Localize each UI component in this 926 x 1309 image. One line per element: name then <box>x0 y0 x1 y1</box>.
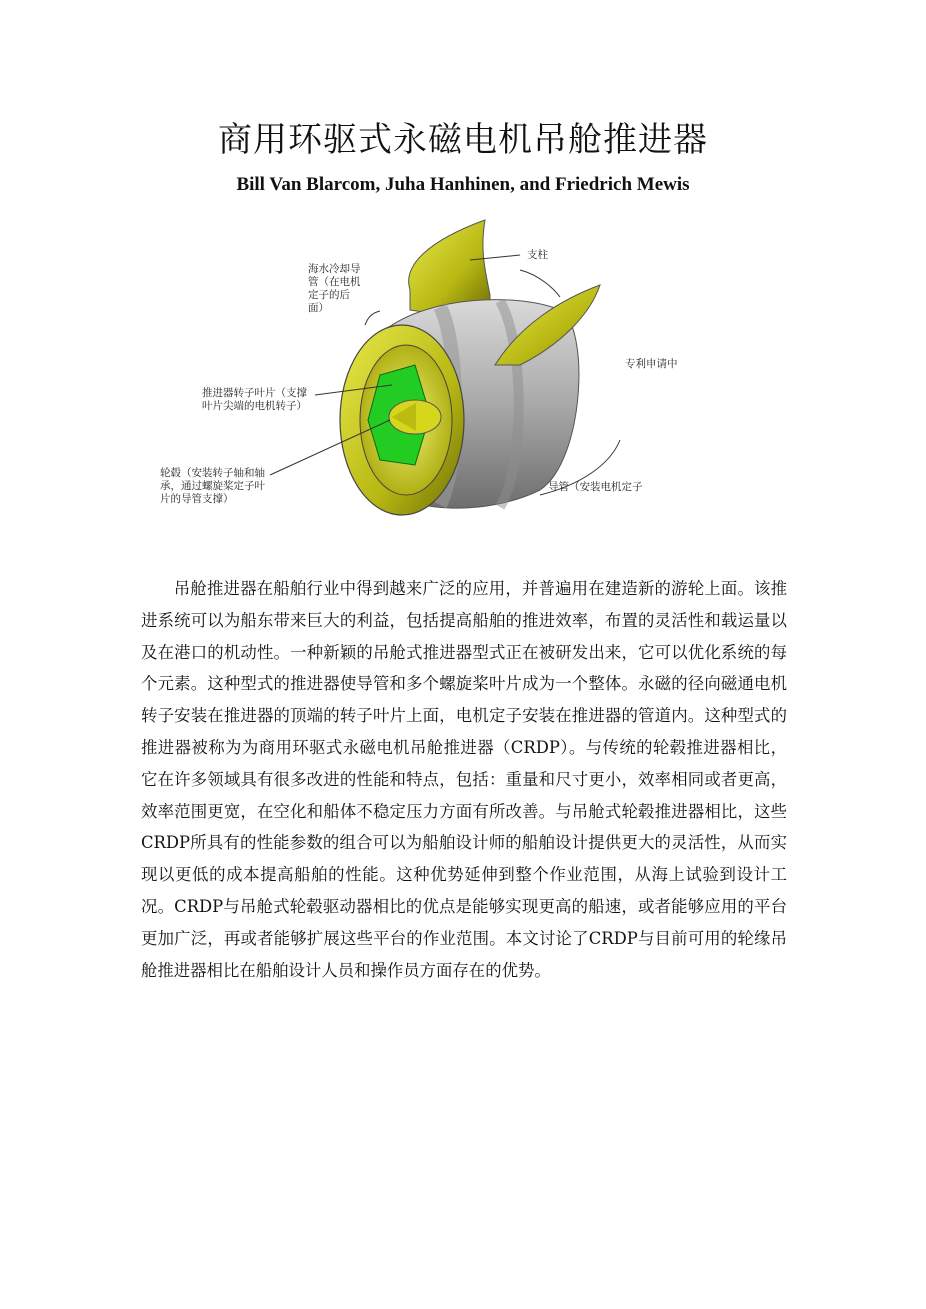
abstract-paragraph: 吊舱推进器在船舶行业中得到越来广泛的应用，并普遍用在建造新的游轮上面。该推进系统可以为船东带来巨大的利益，包括提高船舶的推进效率，布置的灵活性和载运量以及在港口的机动性。一种新颖的吊舱式推进器型式正在被研发出来，它可以优化系统的每个元素。这种型式的推进器使导管和多个螺旋桨叶片成为一个整体。永磁的径向磁通电机转子安装在推进器的顶端的转子叶片上面，电机定子安装在推进器的管道内。这种型式的推进器被称为为商用环驱式永磁电机吊舱推进器（CRDP）。与传统的轮毂推进器相比，它在许多领域具有很多改进的性能和特点，包括：重量和尺寸更小，效率相同或者更高，效率范围更宽，在空化和船体不稳定压力方面有所改善。与吊舱式轮毂推进器相比，这些CRDP所具有的性能参数的组合可以为船舶设计师的船舶设计提供更大的灵活性，从而实现以更低的成本提高船舶的性能。这种优势延伸到整个作业范围，从海上试验到设计工况。CRDP与吊舱式轮毂驱动器相比的优点是能够实现更高的船速，或者能够应用的平台更加广泛，再或者能够扩展这些平台的作业范围。本文讨论了CRDP与目前可用的轮缘吊舱推进器相比在船舶设计人员和操作员方面存在的优势。 <box>141 579 787 980</box>
label-patent-pending: 专利申请中 <box>625 358 678 370</box>
label-cooling-duct: 海水冷却导 管（在电机 定子的后 面） <box>308 263 361 314</box>
author-list: Bill Van Blarcom, Juha Hanhinen, and Friedrich Mewis <box>236 174 690 195</box>
pod-propulsor-figure <box>140 215 800 525</box>
strut-shape <box>409 220 490 314</box>
label-rotor-blades: 推进器转子叶片（支撑 叶片尖端的电机转子） <box>202 387 307 412</box>
label-strut: 支柱 <box>527 249 548 261</box>
paper-title: 商用环驱式永磁电机吊舱推进器 <box>218 120 708 160</box>
label-hub: 轮毂（安装转子轴和轴 承，通过螺旋桨定子叶 片的导管支撑） <box>160 467 265 505</box>
label-duct: 导管（安装电机定子 <box>548 481 643 493</box>
